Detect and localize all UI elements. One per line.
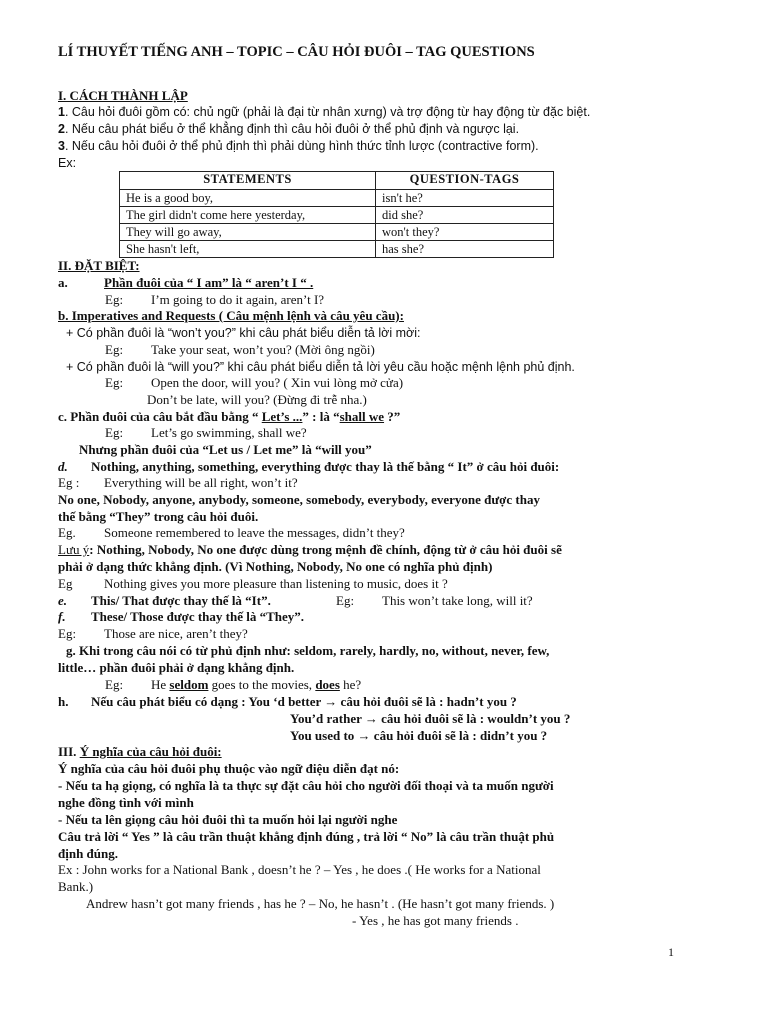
item-e-text: This/ That được thay thế là “It”. xyxy=(91,593,271,608)
item-h-label: h. xyxy=(58,694,69,709)
item-d-label: d. xyxy=(58,459,68,474)
item-c-shall: shall we xyxy=(339,409,385,424)
section-3-point-1b: nghe đồng tình với mình xyxy=(58,795,194,810)
item-a xyxy=(58,275,313,291)
rule-2-number: 2 xyxy=(58,122,65,136)
eg-label: Eg: xyxy=(105,292,124,307)
table-cell-statement: He is a good boy, xyxy=(120,190,376,207)
rule-3-number: 3 xyxy=(58,139,65,153)
example-text: He xyxy=(151,677,170,692)
table-row xyxy=(120,207,554,224)
item-h-line-3: You used to → câu hỏi đuôi sẽ là : didn’t you ? xyxy=(290,728,548,743)
item-h-line-1 xyxy=(58,694,517,710)
section-2-heading: II. ĐẶT BIỆT: xyxy=(58,258,140,273)
eg-label: Eg : xyxy=(58,475,80,490)
rule-2-text: . Nếu câu phát biểu ở thể khẳng định thì câu hỏi đuôi ở thể phủ định và ngược lại. xyxy=(64,122,520,136)
example-text: Let’s go swimming, shall we? xyxy=(151,425,307,440)
table-cell-statement: They will go away, xyxy=(120,224,376,241)
item-c-example xyxy=(105,425,307,441)
tag-questions-table xyxy=(119,171,554,258)
example-text: Open the door, will you? ( Xin vui lòng mở cửa) xyxy=(151,375,404,390)
item-b-heading: b. Imperatives and Requests ( Câu mệnh lệnh và câu yêu cầu): xyxy=(58,308,404,323)
section-3-heading xyxy=(58,744,222,760)
item-d-rule-2a: No one, Nobody, anyone, anybody, someone, somebody, everybody, everyone được thay xyxy=(58,492,540,507)
item-h-text: Nếu câu phát biểu có dạng : You ‘d better → câu hỏi đuôi sẽ là : hadn’t you ? xyxy=(91,694,517,709)
rule-1 xyxy=(58,104,590,120)
item-c-mid: ” : là “ xyxy=(302,409,340,424)
table-cell-tag: did she? xyxy=(376,207,554,224)
eg-label: Eg. xyxy=(58,525,76,540)
example-text: I’m going to do it again, aren’t I? xyxy=(151,292,325,307)
table-header-row xyxy=(120,172,554,190)
item-c-lets: Let’s ... xyxy=(261,409,303,424)
item-a-label: a. xyxy=(58,275,68,290)
table-cell-tag: isn't he? xyxy=(376,190,554,207)
section-3-point-3a: Câu trả lời “ Yes ” là câu trần thuật khẳng định đúng , trả lời “ No” là câu trần thuật phủ xyxy=(58,829,555,844)
item-b-rule-1: + Có phần đuôi là “won’t you?” khi câu phát biểu diễn tả lời mời: xyxy=(66,326,421,340)
item-a-text: Phần đuôi của “ I am” là “ aren’t I “ . xyxy=(104,275,314,290)
example-text: Those are nice, aren’t they? xyxy=(104,626,248,641)
section-3-example-3: - Yes , he has got many friends . xyxy=(352,913,519,928)
item-b-example-1 xyxy=(105,342,375,358)
item-d xyxy=(58,459,559,475)
item-d-rule-2b: thế bằng “They” trong câu hỏi đuôi. xyxy=(58,509,259,524)
item-g-example xyxy=(105,677,361,693)
example-text: goes to the movies, xyxy=(208,677,316,692)
section-3-example-1b: Bank.) xyxy=(58,879,94,894)
item-g-line-1: g. Khi trong câu nói có từ phủ định như: seldom, rarely, hardly, no, without, never, few, xyxy=(66,643,550,658)
eg-label: Eg: xyxy=(105,342,124,357)
table-cell-tag: has she? xyxy=(376,241,554,258)
rule-1-text: . Câu hỏi đuôi gồm có: chủ ngữ (phải là đại từ nhân xưng) và trợ động từ hay động từ đặc biệt. xyxy=(64,105,591,119)
item-h-line-2: You’d rather → câu hỏi đuôi sẽ là : wouldn’t you ? xyxy=(290,711,571,726)
item-d-example xyxy=(58,475,298,491)
item-a-example xyxy=(105,292,324,308)
eg-label: Eg: xyxy=(105,677,124,692)
section-3-point-3b: định đúng. xyxy=(58,846,118,861)
eg-label: Eg: xyxy=(58,626,77,641)
item-e-example xyxy=(336,593,533,609)
rule-3-text: . Nếu câu hỏi đuôi ở thể phủ định thì phải dùng hình thức tỉnh lược (contractive form). xyxy=(64,139,539,153)
section-3-point-1a: - Nếu ta hạ giọng, có nghĩa là ta thực sự đặt câu hỏi cho người đối thoại và ta muốn người xyxy=(58,778,554,793)
section-3-point-2: - Nếu ta lên giọng câu hỏi đuôi thì ta muốn hỏi lại người nghe xyxy=(58,812,398,827)
table-row xyxy=(120,241,554,258)
example-text: he? xyxy=(339,677,362,692)
table-header-question-tags: QUESTION-TAGS xyxy=(376,172,554,190)
table-cell-tag: won't they? xyxy=(376,224,554,241)
note-example xyxy=(58,576,448,592)
ex-label: Ex: xyxy=(58,156,77,170)
section-3-example-1a: Ex : John works for a National Bank , doesn’t he ? – Yes , he does .( He works for a National xyxy=(58,862,541,877)
table-row xyxy=(120,224,554,241)
item-e xyxy=(58,593,271,609)
example-text: This won’t take long, will it? xyxy=(382,593,533,608)
item-b-rule-2: + Có phần đuôi là “will you?” khi câu phát biểu diễn tả lời yêu cầu hoặc mệnh lệnh phủ định. xyxy=(66,360,575,374)
table-cell-statement: She hasn't left, xyxy=(120,241,376,258)
section-3-intro: Ý nghĩa của câu hỏi đuôi phụ thuộc vào ngữ điệu diễn đạt nó: xyxy=(58,761,400,776)
item-e-label: e. xyxy=(58,593,68,608)
item-d-text: Nothing, anything, something, everything được thay là thế bằng “ It” ở câu hỏi đuôi: xyxy=(91,459,560,474)
section-3-title: Ý nghĩa của câu hỏi đuôi: xyxy=(79,744,222,759)
item-d-example-2 xyxy=(58,525,405,541)
item-b-example-3: Don’t be late, will you? (Đừng đi trễ nha.) xyxy=(147,392,367,407)
item-c xyxy=(58,409,400,425)
item-c-post: ?” xyxy=(384,409,401,424)
example-text: Take your seat, won’t you? (Mời ông ngồi) xyxy=(151,342,375,357)
eg-label: Eg: xyxy=(105,375,124,390)
item-f xyxy=(58,609,304,625)
note-label: Lưu ý xyxy=(58,542,90,557)
section-3-example-2: Andrew hasn’t got many friends , has he ? – No, he hasn’t . (He hasn’t got many friends. ) xyxy=(86,896,555,911)
note-text: : Nothing, Nobody, No one được dùng trong mệnh đề chính, động từ ở câu hỏi đuôi sẽ xyxy=(89,542,562,557)
example-text: Nothing gives you more pleasure than listening to music, does it ? xyxy=(104,576,448,591)
rule-1-number: 1 xyxy=(58,105,65,119)
item-c-note: Nhưng phần đuôi của “Let us / Let me” là “will you” xyxy=(79,442,372,457)
page-number: 1 xyxy=(668,945,674,959)
eg-label: Eg: xyxy=(336,593,355,608)
item-b-example-2 xyxy=(105,375,403,391)
example-text: Someone remembered to leave the messages, didn’t they? xyxy=(104,525,405,540)
example-does: does xyxy=(315,677,340,692)
note-line-1 xyxy=(58,542,562,558)
table-row xyxy=(120,190,554,207)
item-c-pre: c. Phần đuôi của câu bắt đầu bằng “ xyxy=(58,409,262,424)
document-title: LÍ THUYẾT TIẾNG ANH – TOPIC – CÂU HỎI ĐUÔI – TAG QUESTIONS xyxy=(58,44,535,60)
section-3-number: III. xyxy=(58,744,80,759)
table-header-statements: STATEMENTS xyxy=(120,172,376,190)
section-1-heading: I. CÁCH THÀNH LẬP xyxy=(58,88,188,103)
note-line-2: phải ở dạng thức khẳng định. (Vì Nothing, Nobody, No one có nghĩa phủ định) xyxy=(58,559,493,574)
example-text: Everything will be all right, won’t it? xyxy=(104,475,298,490)
rule-2 xyxy=(58,121,519,137)
table-cell-statement: The girl didn't come here yesterday, xyxy=(120,207,376,224)
eg-label: Eg xyxy=(58,576,73,591)
item-f-text: These/ Those được thay thế là “They”. xyxy=(91,609,305,624)
example-seldom: seldom xyxy=(169,677,209,692)
item-f-example xyxy=(58,626,248,642)
rule-3 xyxy=(58,138,539,154)
item-g-line-2: little… phần đuôi phải ở dạng khẳng định. xyxy=(58,660,295,675)
item-f-label: f. xyxy=(58,609,66,624)
eg-label: Eg: xyxy=(105,425,124,440)
